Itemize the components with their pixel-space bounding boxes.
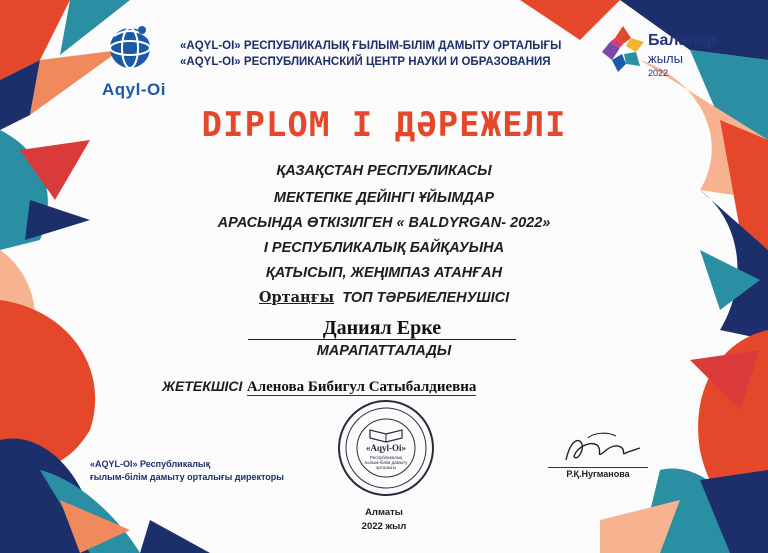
- flower-icon: [600, 24, 646, 74]
- seal-sub2: ғылым-білім дамыту: [364, 460, 408, 465]
- leader-name: Аленова Бибигул Сатыбалдиевна: [246, 379, 477, 395]
- header-text: [180, 38, 561, 70]
- year-logo: [600, 24, 740, 84]
- city: Алматы: [365, 507, 403, 518]
- group-line: [0, 289, 768, 306]
- director-line1: «AQYL-OI» Республикалық: [90, 459, 211, 469]
- brand-name: Aqyl-Oi: [102, 80, 166, 99]
- aqyl-oi-logo: [102, 22, 166, 102]
- leader-label: ЖЕТЕКШІСІ: [162, 378, 243, 394]
- director-caption: [90, 458, 284, 484]
- header-line-ru: «AQYL-OI» РЕСПУБЛИКАНСКИЙ ЦЕНТР НАУКИ И ОБРАЗОВАНИЯ: [180, 56, 551, 68]
- seal-center-text: «Aqyl-Oi»: [365, 443, 407, 453]
- place-date: [0, 506, 768, 534]
- diploma-title: DIPLOM I ДӘРЕЖЕЛІ: [201, 105, 567, 145]
- official-seal: [336, 398, 436, 498]
- header-line-kk: «AQYL-OI» РЕСПУБЛИКАЛЫҚ ҒЫЛЫМ-БІЛІМ ДАМЫТУ ОРТАЛЫҒЫ: [180, 40, 562, 52]
- year-logo-line3: 2022: [648, 68, 669, 78]
- award-text: МАРАПАТТАЛАДЫ: [316, 343, 452, 359]
- year-logo-line2: жылы: [648, 51, 683, 66]
- body-line: ҚАЗАҚСТАН РЕСПУБЛИКАСЫ: [276, 163, 492, 179]
- group-name: Ортаңғы: [258, 289, 335, 306]
- body-line: АРАСЫНДА ӨТКІЗІЛГЕН « BALDYRGAN- 2022»: [217, 215, 551, 231]
- book-icon: [370, 430, 402, 442]
- signature: [548, 422, 648, 472]
- leader-line: [162, 378, 476, 396]
- seal-sub3: орталығы: [375, 465, 397, 470]
- director-line2: ғылым-білім дамыту орталығы директоры: [90, 472, 284, 482]
- signer-name: Р.Қ.Нугманова: [548, 467, 648, 479]
- year: 2022 жыл: [361, 521, 407, 532]
- body-line: МЕКТЕПКЕ ДЕЙІНГІ ҰЙЫМДАР: [273, 190, 495, 206]
- globe-icon: [106, 22, 156, 77]
- seal-sub1: Республикалық: [369, 455, 403, 460]
- year-logo-line1: Балалар: [648, 32, 717, 49]
- body-line: ҚАТЫСЫП, ЖЕҢІМПАЗ АТАНҒАН: [265, 265, 503, 281]
- recipient-name: Даниял Ерке: [248, 317, 516, 340]
- body-line: І РЕСПУБЛИКАЛЫҚ БАЙҚАУЫНА: [263, 240, 505, 256]
- group-label: ТОП ТӘРБИЕЛЕНУШІСІ: [342, 290, 510, 306]
